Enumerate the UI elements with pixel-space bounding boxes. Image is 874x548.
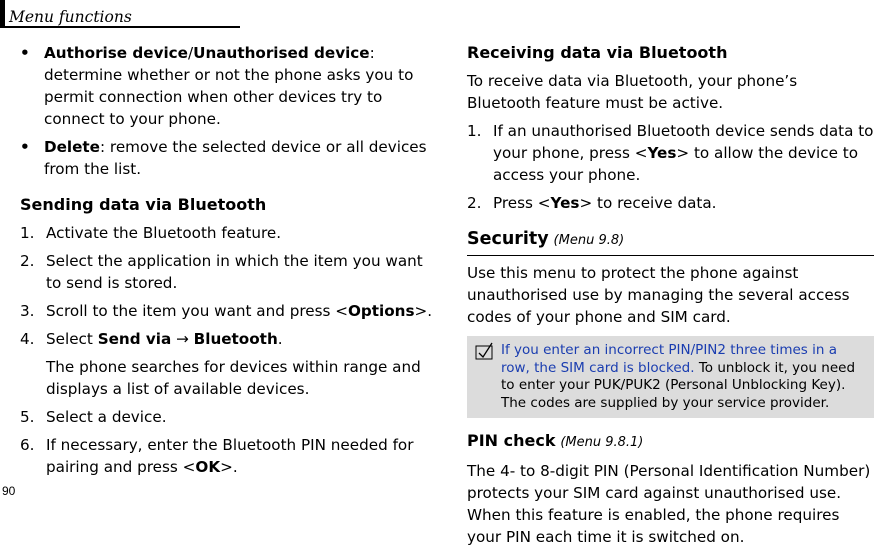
key-ok: OK: [195, 458, 221, 476]
step-text-end: >.: [220, 458, 238, 476]
note-warning-text: If you enter an incorrect PIN/PIN2 three times in a row, the SIM card is blocked.: [501, 342, 837, 376]
receiving-intro: To receive data via Bluetooth, your phone’s Bluetooth feature must be active.: [467, 72, 798, 112]
step-text: Scroll to the item you want and press <: [46, 302, 348, 320]
step-text: Activate the Bluetooth feature.: [46, 224, 282, 242]
header-rule: [0, 26, 240, 28]
note-box: [467, 336, 874, 418]
left-column: [20, 42, 435, 478]
step-6: [20, 434, 435, 478]
step-number: 4.: [20, 330, 35, 348]
key-yes: Yes: [550, 194, 580, 212]
step-text: If an unauthorised Bluetooth device sends data to your phone, press <: [493, 122, 874, 162]
bullet-authorise-device: [20, 42, 435, 130]
key-options: Options: [347, 302, 415, 320]
bullet-text: : remove the selected device or all devices from the list.: [44, 138, 427, 178]
step-2: [20, 250, 435, 294]
term-authorise: Authorise device: [44, 44, 188, 62]
note-check-icon: [475, 342, 493, 360]
step-number: 6.: [20, 436, 35, 454]
step-5: [20, 406, 435, 428]
step-text: If necessary, enter the Bluetooth PIN needed for pairing and press <: [46, 436, 414, 476]
step-text: Press <: [493, 194, 551, 212]
arrow-icon: →: [171, 330, 194, 348]
key-bluetooth: Bluetooth: [193, 330, 278, 348]
page-number: 90: [2, 484, 16, 498]
bullet-delete: [20, 136, 435, 180]
security-title: Security: [467, 229, 549, 249]
term-delete: Delete: [44, 138, 100, 156]
step-number: 3.: [20, 302, 35, 320]
step-number: 2.: [20, 252, 35, 270]
step-text: Select a device.: [46, 408, 167, 426]
step-4-detail: The phone searches for devices within range and displays a list of available devices.: [46, 358, 421, 398]
step-number: 5.: [20, 408, 35, 426]
receiving-step-1: [467, 120, 874, 186]
step-text-end: > to allow the device to access your phone.: [493, 144, 859, 184]
step-text-end: .: [277, 330, 283, 348]
pin-check-title: PIN check: [467, 431, 556, 450]
note-text: To unblock it, you need to enter your PUK/PUK2 (Personal Unblocking Key). The codes are supplied by your service provider.: [501, 359, 856, 411]
step-text: Select the application in which the item you want to send is stored.: [46, 252, 423, 292]
term-unauthorise: Unauthorised device: [193, 44, 370, 62]
receiving-step-2: [467, 192, 874, 214]
step-4: [20, 328, 435, 350]
step-text: Select: [46, 330, 98, 348]
security-intro: Use this menu to protect the phone against unauthorised use by managing the several access codes of your phone and SIM card.: [467, 264, 850, 326]
step-3: [20, 300, 435, 322]
bullet-text: : determine whether or not the phone asks you to permit connection when other devices try to connect to your phone.: [44, 44, 414, 128]
key-yes: Yes: [647, 144, 677, 162]
step-number: 1.: [467, 122, 482, 140]
step-text-end: >.: [414, 302, 433, 320]
step-text-end: > to receive data.: [579, 194, 717, 212]
pin-check-heading: [467, 430, 874, 454]
receiving-heading: Receiving data via Bluetooth: [467, 43, 728, 62]
pin-check-text: The 4- to 8-digit PIN (Personal Identification Number) protects your SIM card against unauthorised use. When this feature is enabled, the phone requires your PIN each time it is switched on.: [467, 462, 871, 546]
step-number: 1.: [20, 224, 35, 242]
security-heading: [467, 228, 874, 256]
step-1: [20, 222, 435, 244]
header-bar: [0, 0, 5, 27]
step-number: 2.: [467, 194, 482, 212]
sending-heading: Sending data via Bluetooth: [20, 195, 267, 214]
page-header-title: Menu functions: [9, 8, 132, 26]
security-menu-ref: (Menu 9.8): [553, 233, 625, 248]
right-column: [467, 42, 874, 548]
term-separator: /: [187, 44, 194, 62]
key-send-via: Send via: [97, 330, 172, 348]
pin-check-menu-ref: (Menu 9.8.1): [560, 435, 644, 450]
